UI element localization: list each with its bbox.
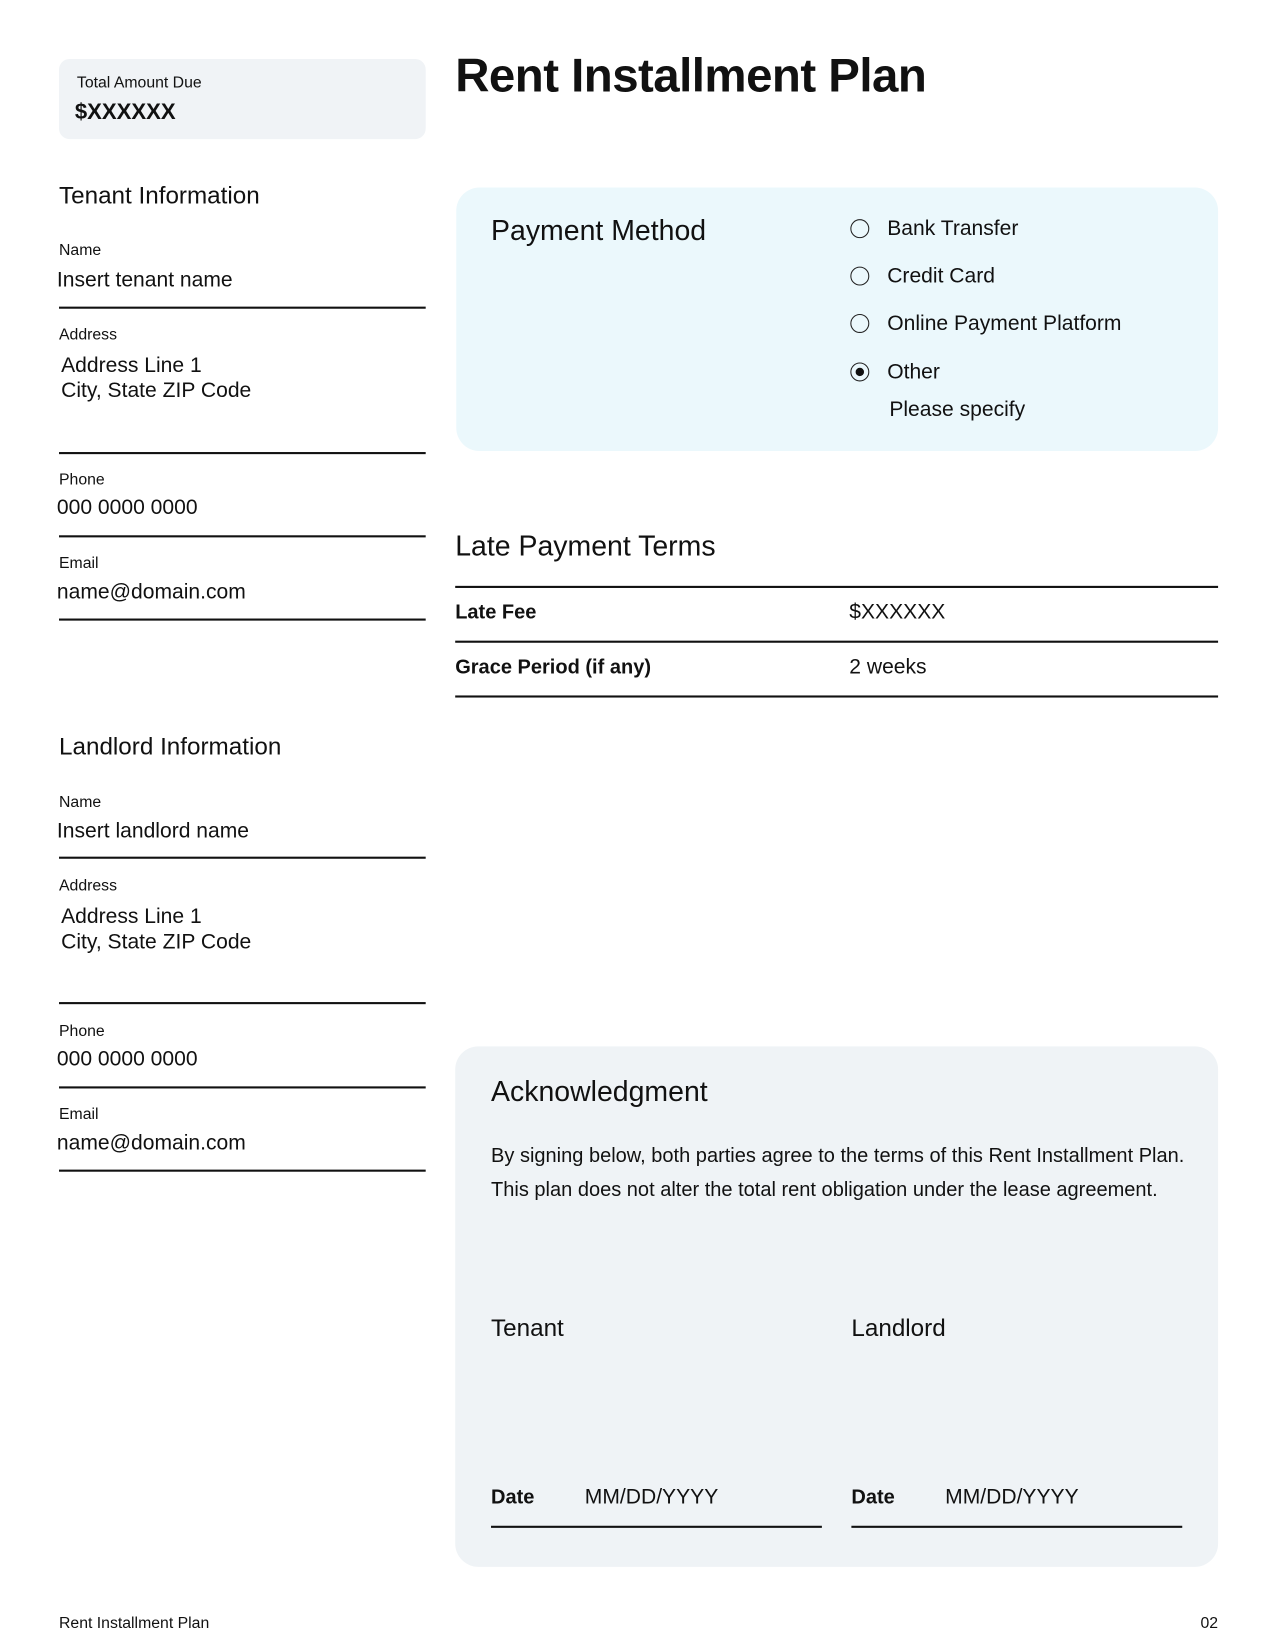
landlord-address-label: Address — [59, 876, 117, 895]
other-specify-field[interactable]: Please specify — [889, 398, 1026, 422]
landlord-email-field[interactable]: name@domain.com — [56, 1131, 246, 1155]
option-label: Online Payment Platform — [887, 311, 1122, 336]
page-title: Rent Installment Plan — [455, 48, 927, 103]
tenant-email-field[interactable]: name@domain.com — [56, 580, 246, 604]
divider — [59, 535, 426, 537]
acknowledgment-heading: Acknowledgment — [491, 1075, 708, 1108]
payment-method-card — [456, 188, 1218, 451]
divider — [59, 1086, 426, 1088]
landlord-signature-label: Landlord — [851, 1313, 946, 1342]
tenant-signature-label: Tenant — [491, 1313, 564, 1342]
landlord-phone-label: Phone — [59, 1022, 105, 1041]
late-fee-value[interactable]: $XXXXXX — [849, 600, 946, 624]
footer-title: Rent Installment Plan — [59, 1614, 210, 1633]
landlord-address-line1[interactable]: Address Line 1 — [61, 905, 202, 929]
divider — [59, 1002, 426, 1004]
landlord-section-heading: Landlord Information — [59, 732, 282, 760]
option-label: Bank Transfer — [887, 217, 1019, 241]
landlord-date-underline — [851, 1526, 1182, 1528]
divider — [59, 857, 426, 859]
grace-period-label: Grace Period (if any) — [455, 656, 652, 679]
tenant-name-label: Name — [59, 241, 102, 260]
landlord-phone-field[interactable]: 000 0000 0000 — [56, 1047, 198, 1071]
radio-unchecked-icon[interactable] — [850, 267, 869, 286]
radio-unchecked-icon[interactable] — [850, 314, 869, 333]
landlord-date-field[interactable]: MM/DD/YYYY — [945, 1485, 1079, 1509]
divider — [455, 641, 1218, 643]
divider — [59, 307, 426, 309]
late-payment-heading: Late Payment Terms — [455, 530, 716, 562]
option-label: Other — [887, 360, 940, 384]
page-number: 02 — [1200, 1614, 1219, 1633]
divider — [455, 586, 1218, 588]
tenant-address-line2[interactable]: City, State ZIP Code — [61, 379, 252, 403]
radio-checked-icon[interactable] — [850, 362, 869, 381]
option-label: Credit Card — [887, 264, 995, 288]
grace-period-value[interactable]: 2 weeks — [849, 655, 927, 679]
tenant-date-field[interactable]: MM/DD/YYYY — [584, 1485, 719, 1509]
tenant-phone-field[interactable]: 000 0000 0000 — [56, 496, 198, 520]
total-amount-card — [59, 59, 426, 139]
landlord-email-label: Email — [59, 1105, 99, 1124]
divider — [59, 452, 426, 454]
acknowledgment-text: By signing below, both parties agree to the terms of this Rent Installment Plan. This plan does not alter the total rent obligation under the lease agreement. — [491, 1145, 1185, 1202]
radio-unchecked-icon[interactable] — [850, 219, 869, 238]
tenant-address-label: Address — [59, 325, 117, 344]
tenant-name-field[interactable]: Insert tenant name — [56, 268, 233, 292]
divider — [59, 1170, 426, 1172]
late-fee-label: Late Fee — [455, 601, 537, 624]
tenant-address-line1[interactable]: Address Line 1 — [61, 354, 202, 378]
tenant-date-underline — [491, 1526, 822, 1528]
tenant-date-label: Date — [491, 1486, 535, 1509]
tenant-section-heading: Tenant Information — [59, 181, 260, 209]
payment-method-heading: Payment Method — [491, 214, 707, 247]
acknowledgment-card — [455, 1046, 1218, 1567]
landlord-address-line2[interactable]: City, State ZIP Code — [61, 930, 252, 954]
landlord-date-label: Date — [851, 1486, 895, 1509]
total-amount-value[interactable]: $XXXXXX — [74, 100, 176, 125]
tenant-email-label: Email — [59, 554, 99, 573]
total-amount-label: Total Amount Due — [76, 73, 202, 92]
tenant-phone-label: Phone — [59, 471, 105, 489]
landlord-name-field[interactable]: Insert landlord name — [56, 819, 250, 843]
divider — [59, 619, 426, 621]
divider — [455, 695, 1218, 697]
landlord-name-label: Name — [59, 793, 102, 812]
